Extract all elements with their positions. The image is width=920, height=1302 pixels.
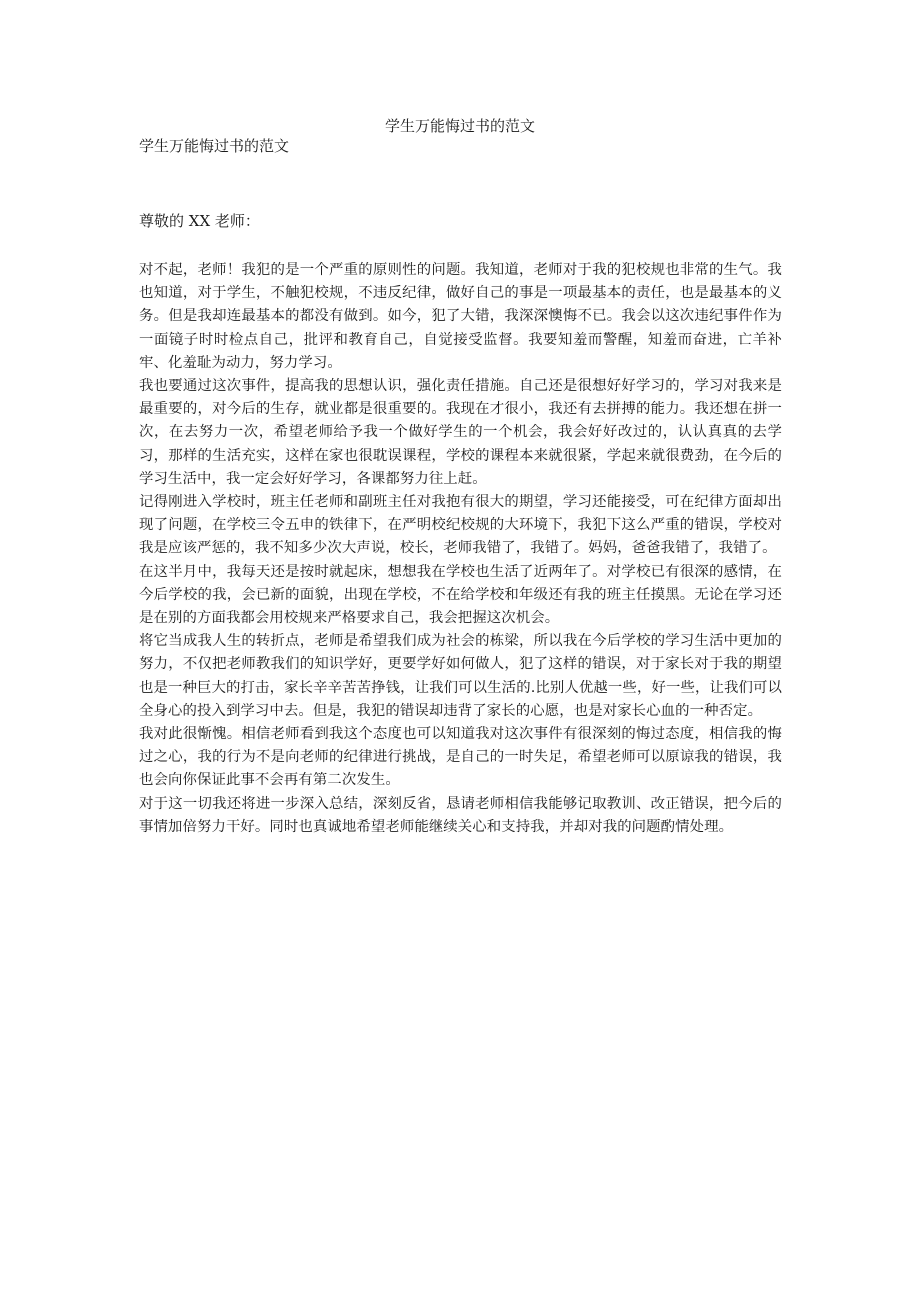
paragraph: 我对此很惭愧。相信老师看到我这个态度也可以知道我对这次事件有很深刻的悔过态度，相信我的悔过之心，我的行为不是向老师的纪律进行挑战，是自己的一时失足，希望老师可以原谅我的错误，我也会向你保证此事不会再有第二次发生。 [139,726,782,789]
paragraph: 在这半月中，我每天还是按时就起床，想想我在学校也生活了近两年了。对学校已有很深的感情，在今后学校的我，会已新的面貌，出现在学校，不在给学校和年级还有我的班主任摸黑。无论在学习还是在别的方面我都会用校规来严格要求自己，我会把握这次机会。 [139,563,782,627]
paragraph: 记得刚进入学校时，班主任老师和副班主任对我抱有很大的期望，学习还能接受，可在纪律方面却出现了问题，在学校三令五申的铁律下，在严明校纪校规的大环境下，我犯下这么严重的错误，学校对我是应该严惩的，我不知多少次大声说，校长，老师我错了，我错了。妈妈，爸爸我错了，我错了。 [139,494,782,557]
letter-body [139,259,782,839]
paragraph: 对不起，老师！我犯的是一个严重的原则性的问题。我知道，老师对于我的犯校规也非常的生气。我也知道，对于学生，不触犯校规，不违反纪律，做好自己的事是一项最基本的责任，也是最基本的义务。但是我却连最基本的都没有做到。如今，犯了大错，我深深懊悔不已。我会以这次违纪事件作为一面镜子时时检点自己，批评和教育自己，自觉接受监督。我要知羞而警醒，知羞而奋进，亡羊补牢、化羞耻为动力，努力学习。 [139,262,782,371]
document-subtitle: 学生万能悔过书的范文 [139,137,290,155]
paragraph: 对于这一切我还将进一步深入总结，深刻反省，恳请老师相信我能够记取教训、改正错误，把今后的事情加倍努力干好。同时也真诚地希望老师能继续关心和支持我，并却对我的问题酌情处理。 [139,795,782,835]
salutation: 尊敬的 XX 老师： [139,212,260,230]
paragraph: 我也要通过这次事件，提高我的思想认识，强化责任措施。自己还是很想好好学习的，学习对我来是最重要的，对今后的生存，就业都是很重要的。我现在才很小，我还有去拼搏的能力。我还想在拼一次，在去努力一次，希望老师给予我一个做好学生的一个机会，我会好好改过的，认认真真的去学习，那样的生活充实，这样在家也很耽误课程，学校的课程本来就很紧，学起来就很费劲，在今后的学习生活中，我一定会好好学习，各课都努力往上赶。 [139,378,782,487]
document-title: 学生万能悔过书的范文 [384,117,535,135]
paragraph: 将它当成我人生的转折点，老师是希望我们成为社会的栋梁，所以我在今后学校的学习生活中更加的努力，不仅把老师教我们的知识学好，更要学好如何做人，犯了这样的错误，对于家长对于我的期望也是一种巨大的打击，家长辛辛苦苦挣钱，让我们可以生活的.比别人优越一些，好一些，让我们可以全身心的投入到学习中去。但是，我犯的错误却违背了家长的心愿，也是对家长心血的一种否定。 [139,633,782,719]
